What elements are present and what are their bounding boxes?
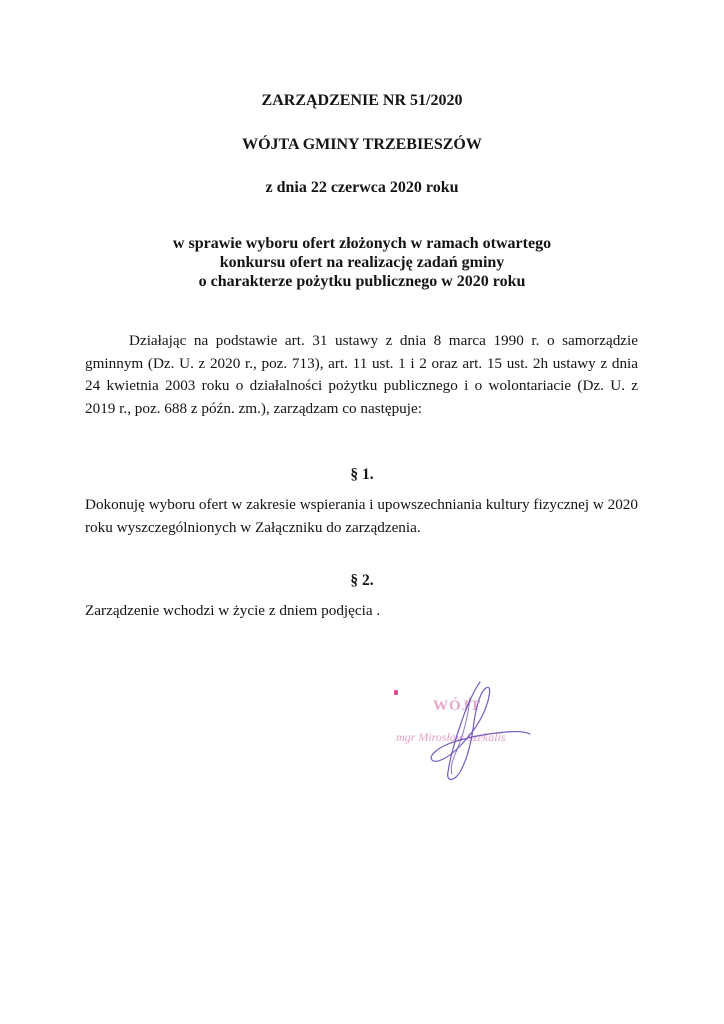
stamp-name: mgr Mirosław Szekalis [396, 730, 506, 744]
subject-line: w sprawie wyboru ofert złożonych w ramach otwartego [172, 235, 552, 252]
preamble-paragraph: Działając na podstawie art. 31 ustawy z dnia 8 marca 1990 r. o samorządzie gminnym (Dz. U. z 2020 r., poz. 713), art. 11 ust. 1 i 2 oraz art. 15 ust. 2h ustawy z dnia 24 kwietnia 2003 roku o działalności pożytku publicznego i o wolontariacie (Dz. U. z 2019 r., poz. 688 z późn. zm.), zarządzam co następuje: [85, 332, 638, 418]
document-title: ZARZĄDZENIE NR 51/2020 [261, 92, 463, 109]
document-date: z dnia 22 czerwca 2020 roku [265, 179, 459, 196]
section-2-text: Zarządzenie wchodzi w życie z dniem podjęcia . [85, 602, 381, 619]
document-subject [0, 234, 724, 291]
section-1-mark: § 1. [350, 466, 374, 483]
subject-line: o charakterze pożytku publicznego w 2020 roku [198, 273, 526, 290]
stamp-title: WÓJT [433, 698, 482, 714]
document-issuer: WÓJTA GMINY TRZEBIESZÓW [242, 136, 482, 153]
signature-stamp [388, 668, 538, 788]
subject-line: konkursu ofert na realizację zadań gminy [219, 254, 505, 271]
handwritten-signature [388, 668, 538, 788]
section-2-mark: § 2. [350, 572, 374, 589]
section-1-text: Dokonuję wyboru ofert w zakresie wspierania i upowszechniania kultury fizycznej w 2020 roku wyszczególnionych w Załączniku do zarządzenia. [85, 496, 638, 536]
